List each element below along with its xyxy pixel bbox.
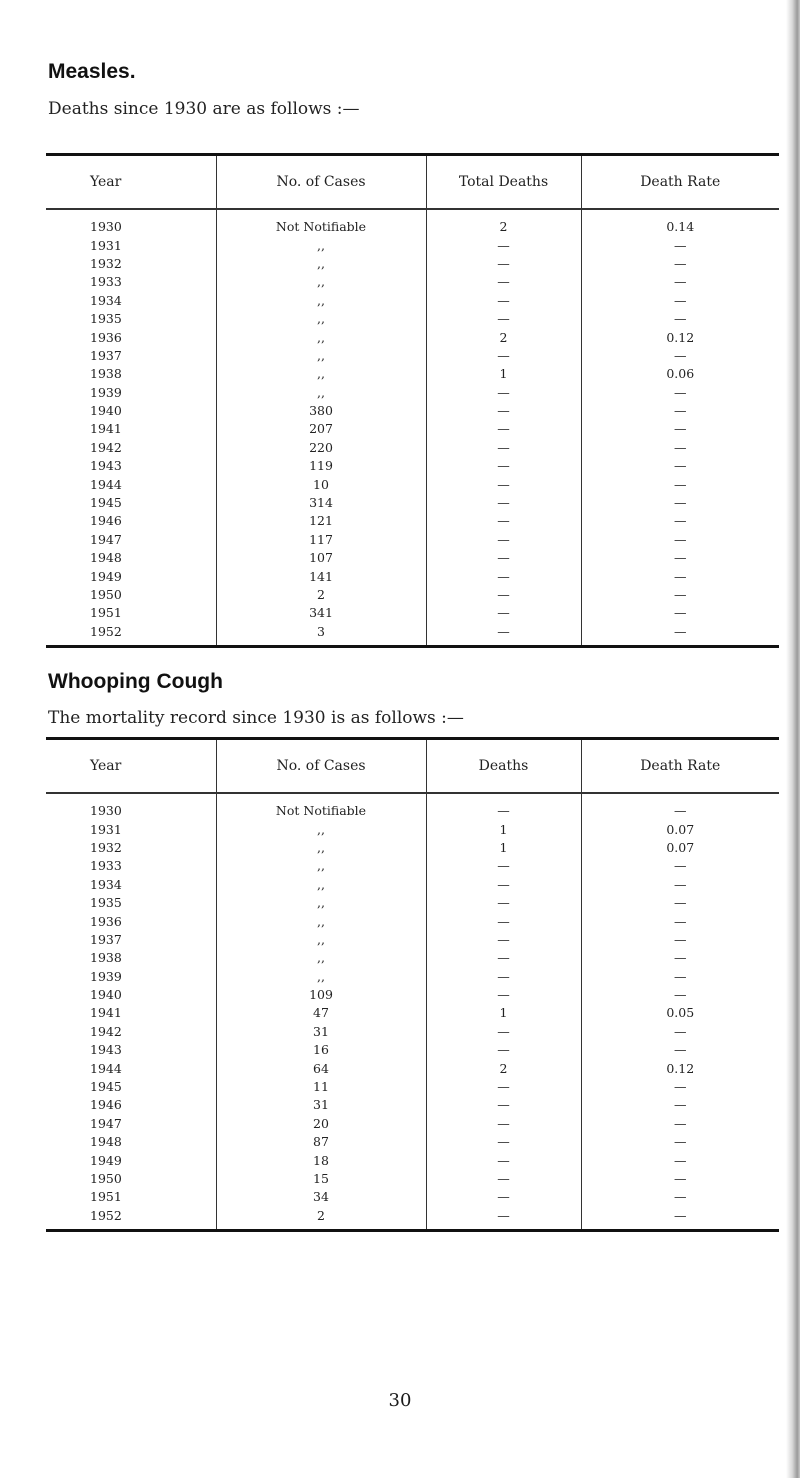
cell-rate: — [581, 494, 779, 512]
table-row [46, 876, 779, 894]
cell-year: 1931 [90, 821, 122, 837]
cell-rate: — [581, 1023, 779, 1041]
page-edge-shadow [786, 0, 800, 1478]
cell-cases: ,, [216, 876, 426, 894]
table-row [46, 273, 779, 291]
cell-year: 1941 [90, 421, 122, 437]
cell-deaths: 2 [426, 328, 581, 346]
cell-rate: — [581, 793, 779, 820]
cell-cases: ,, [216, 839, 426, 857]
cell-rate: 0.06 [581, 365, 779, 383]
cell-cases: 117 [216, 531, 426, 549]
table-row [46, 384, 779, 402]
cell-cases: 141 [216, 567, 426, 585]
cell-rate: — [581, 512, 779, 530]
cell-rate: — [581, 604, 779, 622]
cell-cases: 15 [216, 1170, 426, 1188]
cell-cases: 34 [216, 1188, 426, 1206]
whooping-header-cases: No. of Cases [216, 739, 426, 794]
table-row [46, 1096, 779, 1114]
cell-rate: — [581, 549, 779, 567]
cell-deaths: 1 [426, 365, 581, 383]
table-row [46, 1133, 779, 1151]
cell-rate: — [581, 567, 779, 585]
whooping-header-row [46, 739, 779, 794]
cell-rate: — [581, 457, 779, 475]
cell-cases: 64 [216, 1059, 426, 1077]
cell-rate: — [581, 986, 779, 1004]
cell-rate: 0.12 [581, 1059, 779, 1077]
cell-deaths: — [426, 310, 581, 328]
table-row [46, 623, 779, 647]
cell-year: 1947 [90, 531, 122, 547]
table-row [46, 986, 779, 1004]
table-row [46, 475, 779, 493]
cell-deaths: — [426, 894, 581, 912]
cell-deaths: — [426, 949, 581, 967]
cell-year: 1936 [90, 913, 122, 929]
cell-deaths: — [426, 347, 581, 365]
cell-year: 1944 [90, 476, 122, 492]
cell-rate: — [581, 1207, 779, 1231]
cell-cases: ,, [216, 968, 426, 986]
cell-year: 1940 [90, 987, 122, 1003]
cell-deaths: — [426, 968, 581, 986]
cell-year: 1945 [90, 495, 122, 511]
cell-rate: — [581, 531, 779, 549]
cell-deaths: — [426, 420, 581, 438]
cell-deaths: — [426, 623, 581, 647]
table-row [46, 1078, 779, 1096]
cell-deaths: — [426, 586, 581, 604]
cell-year: 1931 [90, 237, 122, 253]
cell-deaths: — [426, 273, 581, 291]
cell-year: 1947 [90, 1115, 122, 1131]
cell-rate: — [581, 876, 779, 894]
cell-year: 1939 [90, 968, 122, 984]
cell-year: 1946 [90, 1097, 122, 1113]
table-row [46, 1004, 779, 1022]
cell-rate: — [581, 384, 779, 402]
cell-cases: ,, [216, 949, 426, 967]
table-row [46, 931, 779, 949]
page-number: 30 [388, 1390, 412, 1411]
cell-deaths: — [426, 512, 581, 530]
cell-deaths: — [426, 549, 581, 567]
cell-rate: — [581, 292, 779, 310]
cell-cases: 16 [216, 1041, 426, 1059]
cell-deaths: — [426, 1023, 581, 1041]
cell-rate: — [581, 857, 779, 875]
table-row [46, 1188, 779, 1206]
cell-deaths: — [426, 1151, 581, 1169]
cell-deaths: — [426, 531, 581, 549]
measles-table-body [46, 209, 779, 646]
cell-year: 1942 [90, 439, 122, 455]
cell-deaths: 2 [426, 209, 581, 236]
cell-year: 1932 [90, 255, 122, 271]
cell-year: 1936 [90, 329, 122, 345]
cell-deaths: — [426, 986, 581, 1004]
cell-deaths: — [426, 255, 581, 273]
cell-cases: ,, [216, 820, 426, 838]
cell-year: 1949 [90, 1152, 122, 1168]
cell-cases: 220 [216, 439, 426, 457]
table-row [46, 1207, 779, 1231]
table-row [46, 857, 779, 875]
cell-cases: 47 [216, 1004, 426, 1022]
cell-year: 1948 [90, 550, 122, 566]
cell-deaths: — [426, 236, 581, 254]
cell-year: 1952 [46, 1207, 216, 1231]
cell-cases: 107 [216, 549, 426, 567]
cell-cases: 2 [216, 1207, 426, 1231]
whooping-intro: The mortality record since 1930 is as follows :— [48, 708, 464, 728]
cell-deaths: — [426, 857, 581, 875]
cell-rate: — [581, 255, 779, 273]
cell-cases: 31 [216, 1023, 426, 1041]
cell-cases: ,, [216, 255, 426, 273]
whooping-table [46, 737, 779, 1232]
cell-year: 1938 [90, 950, 122, 966]
cell-rate: 0.05 [581, 1004, 779, 1022]
cell-deaths: — [426, 1188, 581, 1206]
table-row [46, 793, 779, 820]
cell-rate: — [581, 236, 779, 254]
table-row [46, 567, 779, 585]
cell-cases: 314 [216, 494, 426, 512]
cell-cases: ,, [216, 236, 426, 254]
cell-year: 1950 [90, 1171, 122, 1186]
table-row [46, 894, 779, 912]
measles-header-year: Year [46, 155, 216, 210]
cell-rate: — [581, 475, 779, 493]
cell-cases: ,, [216, 292, 426, 310]
table-row [46, 420, 779, 438]
cell-rate: — [581, 1041, 779, 1059]
cell-rate: — [581, 912, 779, 930]
cell-rate: 0.12 [581, 328, 779, 346]
cell-rate: — [581, 1170, 779, 1188]
cell-deaths: 1 [426, 1004, 581, 1022]
cell-rate: — [581, 439, 779, 457]
cell-rate: — [581, 273, 779, 291]
cell-year: 1937 [90, 931, 122, 947]
cell-year: 1935 [90, 311, 122, 327]
cell-cases: 3 [216, 623, 426, 647]
whooping-header-deaths: Deaths [426, 739, 581, 794]
cell-deaths: — [426, 384, 581, 402]
cell-year: 1950 [90, 587, 122, 602]
cell-year: 1942 [90, 1023, 122, 1039]
table-row [46, 820, 779, 838]
cell-rate: 0.14 [581, 209, 779, 236]
measles-header-row [46, 155, 779, 210]
cell-rate: — [581, 968, 779, 986]
cell-cases: 10 [216, 475, 426, 493]
whooping-heading: Whooping Cough [48, 670, 223, 693]
cell-cases: ,, [216, 912, 426, 930]
cell-rate: — [581, 1115, 779, 1133]
cell-deaths: — [426, 292, 581, 310]
cell-deaths: — [426, 1170, 581, 1188]
cell-deaths: 1 [426, 820, 581, 838]
cell-year: 1949 [90, 568, 122, 584]
cell-rate: — [581, 420, 779, 438]
cell-deaths: — [426, 1078, 581, 1096]
cell-year: 1932 [90, 839, 122, 855]
cell-year: 1945 [90, 1079, 122, 1095]
cell-rate: — [581, 586, 779, 604]
cell-cases: Not Notifiable [216, 209, 426, 236]
cell-cases: ,, [216, 273, 426, 291]
table-row [46, 457, 779, 475]
table-row [46, 531, 779, 549]
table-row [46, 236, 779, 254]
table-row [46, 549, 779, 567]
table-row [46, 292, 779, 310]
table-row [46, 347, 779, 365]
cell-year: 1951 [90, 605, 122, 621]
measles-heading: Measles. [48, 60, 136, 83]
cell-cases: 341 [216, 604, 426, 622]
cell-rate: — [581, 1133, 779, 1151]
measles-intro: Deaths since 1930 are as follows :— [48, 99, 360, 119]
cell-deaths: — [426, 1041, 581, 1059]
table-row [46, 1115, 779, 1133]
cell-cases: ,, [216, 384, 426, 402]
cell-cases: 207 [216, 420, 426, 438]
measles-table [46, 153, 779, 648]
cell-cases: 18 [216, 1151, 426, 1169]
cell-rate: — [581, 1078, 779, 1096]
cell-cases: ,, [216, 365, 426, 383]
cell-cases: 109 [216, 986, 426, 1004]
cell-cases: 11 [216, 1078, 426, 1096]
cell-year: 1951 [90, 1189, 122, 1205]
table-row [46, 1059, 779, 1077]
cell-rate: 0.07 [581, 839, 779, 857]
cell-cases: 119 [216, 457, 426, 475]
cell-rate: — [581, 949, 779, 967]
cell-cases: 121 [216, 512, 426, 530]
table-row [46, 1023, 779, 1041]
cell-year: 1934 [90, 292, 122, 308]
cell-year: 1930 [90, 219, 122, 235]
cell-cases: ,, [216, 857, 426, 875]
cell-year: 1930 [90, 803, 122, 819]
cell-deaths: — [426, 457, 581, 475]
cell-year: 1952 [46, 623, 216, 647]
cell-rate: — [581, 347, 779, 365]
measles-header-deaths: Total Deaths [426, 155, 581, 210]
cell-year: 1933 [90, 858, 122, 874]
table-row [46, 1170, 779, 1188]
cell-deaths: — [426, 604, 581, 622]
cell-year: 1939 [90, 384, 122, 400]
table-row [46, 439, 779, 457]
cell-cases: 2 [216, 586, 426, 604]
cell-cases: ,, [216, 328, 426, 346]
cell-cases: 380 [216, 402, 426, 420]
table-row [46, 1151, 779, 1169]
cell-year: 1944 [90, 1060, 122, 1076]
cell-deaths: — [426, 439, 581, 457]
cell-cases: ,, [216, 894, 426, 912]
cell-cases: ,, [216, 310, 426, 328]
cell-deaths: — [426, 1096, 581, 1114]
cell-year: 1935 [90, 895, 122, 911]
table-row [46, 402, 779, 420]
table-row [46, 255, 779, 273]
table-row [46, 209, 779, 236]
table-row [46, 912, 779, 930]
cell-rate: — [581, 1188, 779, 1206]
table-row [46, 512, 779, 530]
cell-year: 1933 [90, 274, 122, 290]
table-row [46, 365, 779, 383]
table-row [46, 310, 779, 328]
cell-year: 1946 [90, 513, 122, 529]
cell-rate: — [581, 1151, 779, 1169]
cell-rate: — [581, 623, 779, 647]
table-row [46, 968, 779, 986]
cell-cases: 20 [216, 1115, 426, 1133]
cell-deaths: — [426, 402, 581, 420]
cell-year: 1948 [90, 1134, 122, 1150]
cell-rate: — [581, 931, 779, 949]
cell-deaths: — [426, 1133, 581, 1151]
cell-year: 1940 [90, 403, 122, 419]
cell-deaths: — [426, 876, 581, 894]
cell-year: 1938 [90, 366, 122, 382]
cell-deaths: — [426, 931, 581, 949]
cell-deaths: — [426, 793, 581, 820]
cell-year: 1934 [90, 876, 122, 892]
table-row [46, 328, 779, 346]
cell-deaths: — [426, 1115, 581, 1133]
cell-cases: ,, [216, 347, 426, 365]
cell-deaths: — [426, 912, 581, 930]
cell-deaths: — [426, 567, 581, 585]
table-row [46, 1041, 779, 1059]
cell-year: 1943 [90, 1042, 122, 1058]
table-row [46, 949, 779, 967]
whooping-header-rate: Death Rate [581, 739, 779, 794]
cell-year: 1943 [90, 458, 122, 474]
cell-rate: — [581, 402, 779, 420]
cell-cases: 87 [216, 1133, 426, 1151]
cell-deaths: 2 [426, 1059, 581, 1077]
table-row [46, 604, 779, 622]
table-row [46, 839, 779, 857]
cell-deaths: 1 [426, 839, 581, 857]
measles-header-cases: No. of Cases [216, 155, 426, 210]
cell-cases: ,, [216, 931, 426, 949]
table-row [46, 494, 779, 512]
cell-rate: 0.07 [581, 820, 779, 838]
cell-deaths: — [426, 494, 581, 512]
cell-deaths: — [426, 475, 581, 493]
measles-header-rate: Death Rate [581, 155, 779, 210]
cell-cases: Not Notifiable [216, 793, 426, 820]
table-row [46, 586, 779, 604]
whooping-header-year: Year [46, 739, 216, 794]
cell-rate: — [581, 310, 779, 328]
cell-year: 1941 [90, 1005, 122, 1021]
cell-cases: 31 [216, 1096, 426, 1114]
cell-rate: — [581, 894, 779, 912]
cell-year: 1937 [90, 347, 122, 363]
cell-rate: — [581, 1096, 779, 1114]
cell-deaths: — [426, 1207, 581, 1231]
whooping-table-body [46, 793, 779, 1230]
